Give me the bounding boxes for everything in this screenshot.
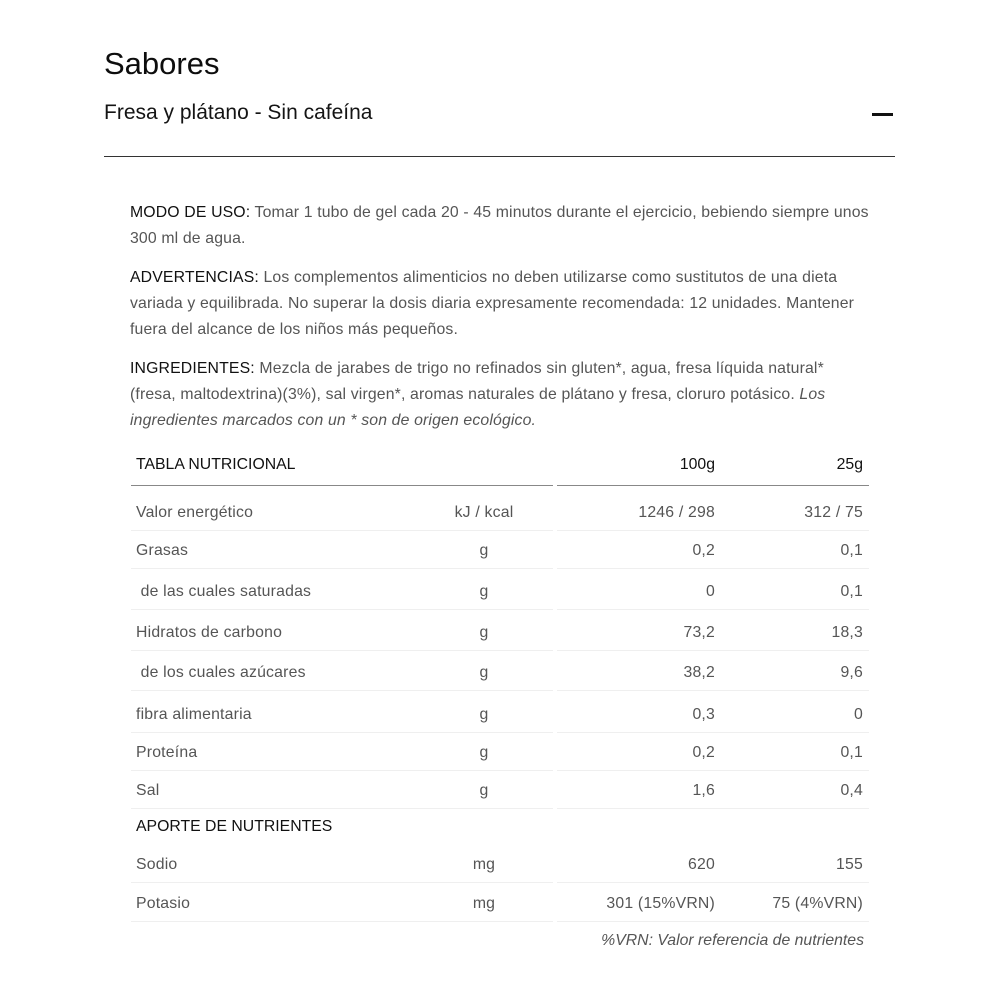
row-divider bbox=[131, 770, 553, 771]
row-name: Proteína bbox=[136, 744, 198, 761]
ingredients-paragraph bbox=[130, 356, 870, 434]
warnings-text: Los complementos alimenticios no deben utilizarse como sustitutos de una dieta variada y equilibrada. No superar la dosis diaria expresamente recomendada: 12 unidades. Mantener fuera del alcance de los niños más pequeños. bbox=[130, 269, 855, 338]
column-header-25g: 25g bbox=[836, 456, 863, 473]
row-value-100g: 1,6 bbox=[692, 782, 715, 799]
row-divider bbox=[557, 732, 869, 733]
nutrition-table-header: TABLA NUTRICIONAL bbox=[136, 456, 296, 473]
warnings-label: ADVERTENCIAS: bbox=[130, 269, 259, 286]
nutrient-section-header: APORTE DE NUTRIENTES bbox=[136, 818, 333, 835]
row-divider bbox=[557, 568, 869, 569]
ingredients-note: Los ingredientes marcados con un * son de origen ecológico. bbox=[130, 386, 826, 429]
row-divider bbox=[131, 650, 553, 651]
row-divider bbox=[557, 650, 869, 651]
row-divider bbox=[557, 882, 869, 883]
row-value-100g: 0,2 bbox=[692, 744, 715, 761]
row-value-25g: 0,1 bbox=[840, 583, 863, 600]
row-value-100g: 0,3 bbox=[692, 706, 715, 723]
row-divider bbox=[131, 690, 553, 691]
row-value-100g: 301 (15%VRN) bbox=[606, 895, 715, 912]
row-unit: kJ / kcal bbox=[454, 504, 514, 521]
row-value-100g: 0 bbox=[706, 583, 715, 600]
table-header-divider bbox=[131, 485, 553, 486]
row-name: Hidratos de carbono bbox=[136, 624, 283, 641]
row-divider bbox=[557, 808, 869, 809]
row-name: de las cuales saturadas bbox=[136, 583, 312, 600]
row-unit: g bbox=[479, 782, 489, 799]
collapse-minus-icon[interactable] bbox=[871, 100, 895, 128]
row-name: Potasio bbox=[136, 895, 191, 912]
row-divider bbox=[131, 609, 553, 610]
section-title: Sabores bbox=[104, 46, 220, 81]
warnings-paragraph bbox=[130, 265, 870, 343]
row-divider bbox=[131, 530, 553, 531]
row-name: Valor energético bbox=[136, 504, 254, 521]
row-divider bbox=[557, 530, 869, 531]
row-divider bbox=[557, 921, 869, 922]
flavor-label: Fresa y plátano - Sin cafeína bbox=[104, 101, 373, 124]
row-value-25g: 0,1 bbox=[840, 744, 863, 761]
row-name: fibra alimentaria bbox=[136, 706, 252, 723]
ingredients-label: INGREDIENTES: bbox=[130, 360, 255, 377]
usage-text: Tomar 1 tubo de gel cada 20 - 45 minutos durante el ejercicio, bebiendo siempre unos 300 ml de agua. bbox=[130, 204, 869, 247]
row-value-25g: 9,6 bbox=[840, 664, 863, 681]
row-name: Sodio bbox=[136, 856, 178, 873]
row-value-25g: 155 bbox=[836, 856, 863, 873]
row-unit: g bbox=[479, 664, 489, 681]
usage-label: MODO DE USO: bbox=[130, 204, 251, 221]
row-unit: g bbox=[479, 744, 489, 761]
row-divider bbox=[131, 808, 553, 809]
row-divider bbox=[557, 609, 869, 610]
row-divider bbox=[557, 690, 869, 691]
table-header-divider bbox=[557, 485, 869, 486]
row-divider bbox=[557, 770, 869, 771]
row-value-100g: 38,2 bbox=[683, 664, 715, 681]
row-value-100g: 73,2 bbox=[683, 624, 715, 641]
row-unit: mg bbox=[472, 895, 496, 912]
ingredients-text: Mezcla de jarabes de trigo no refinados sin gluten*, agua, fresa líquida natural* (fresa, maltodextrina)(3%), sal virgen*, aromas naturales de plátano y fresa, cloruro potásico. bbox=[130, 360, 824, 403]
row-value-25g: 18,3 bbox=[831, 624, 863, 641]
row-divider bbox=[131, 568, 553, 569]
row-value-25g: 312 / 75 bbox=[804, 504, 863, 521]
row-value-25g: 0,4 bbox=[840, 782, 863, 799]
flavor-accordion-header[interactable] bbox=[104, 100, 895, 157]
row-unit: g bbox=[479, 542, 489, 559]
usage-paragraph bbox=[130, 200, 870, 252]
row-divider bbox=[131, 921, 553, 922]
row-value-100g: 620 bbox=[688, 856, 715, 873]
row-name: Grasas bbox=[136, 542, 189, 559]
row-value-25g: 0 bbox=[854, 706, 863, 723]
row-unit: g bbox=[479, 624, 489, 641]
row-value-25g: 0,1 bbox=[840, 542, 863, 559]
row-value-25g: 75 (4%VRN) bbox=[772, 895, 863, 912]
row-value-100g: 0,2 bbox=[692, 542, 715, 559]
vrn-footnote: %VRN: Valor referencia de nutrientes bbox=[601, 932, 864, 949]
row-unit: g bbox=[479, 583, 489, 600]
row-name: Sal bbox=[136, 782, 160, 799]
row-value-100g: 1246 / 298 bbox=[638, 504, 715, 521]
row-name: de los cuales azúcares bbox=[136, 664, 306, 681]
row-unit: mg bbox=[472, 856, 496, 873]
row-divider bbox=[131, 732, 553, 733]
row-unit: g bbox=[479, 706, 489, 723]
row-divider bbox=[131, 882, 553, 883]
column-header-100g: 100g bbox=[679, 456, 715, 473]
